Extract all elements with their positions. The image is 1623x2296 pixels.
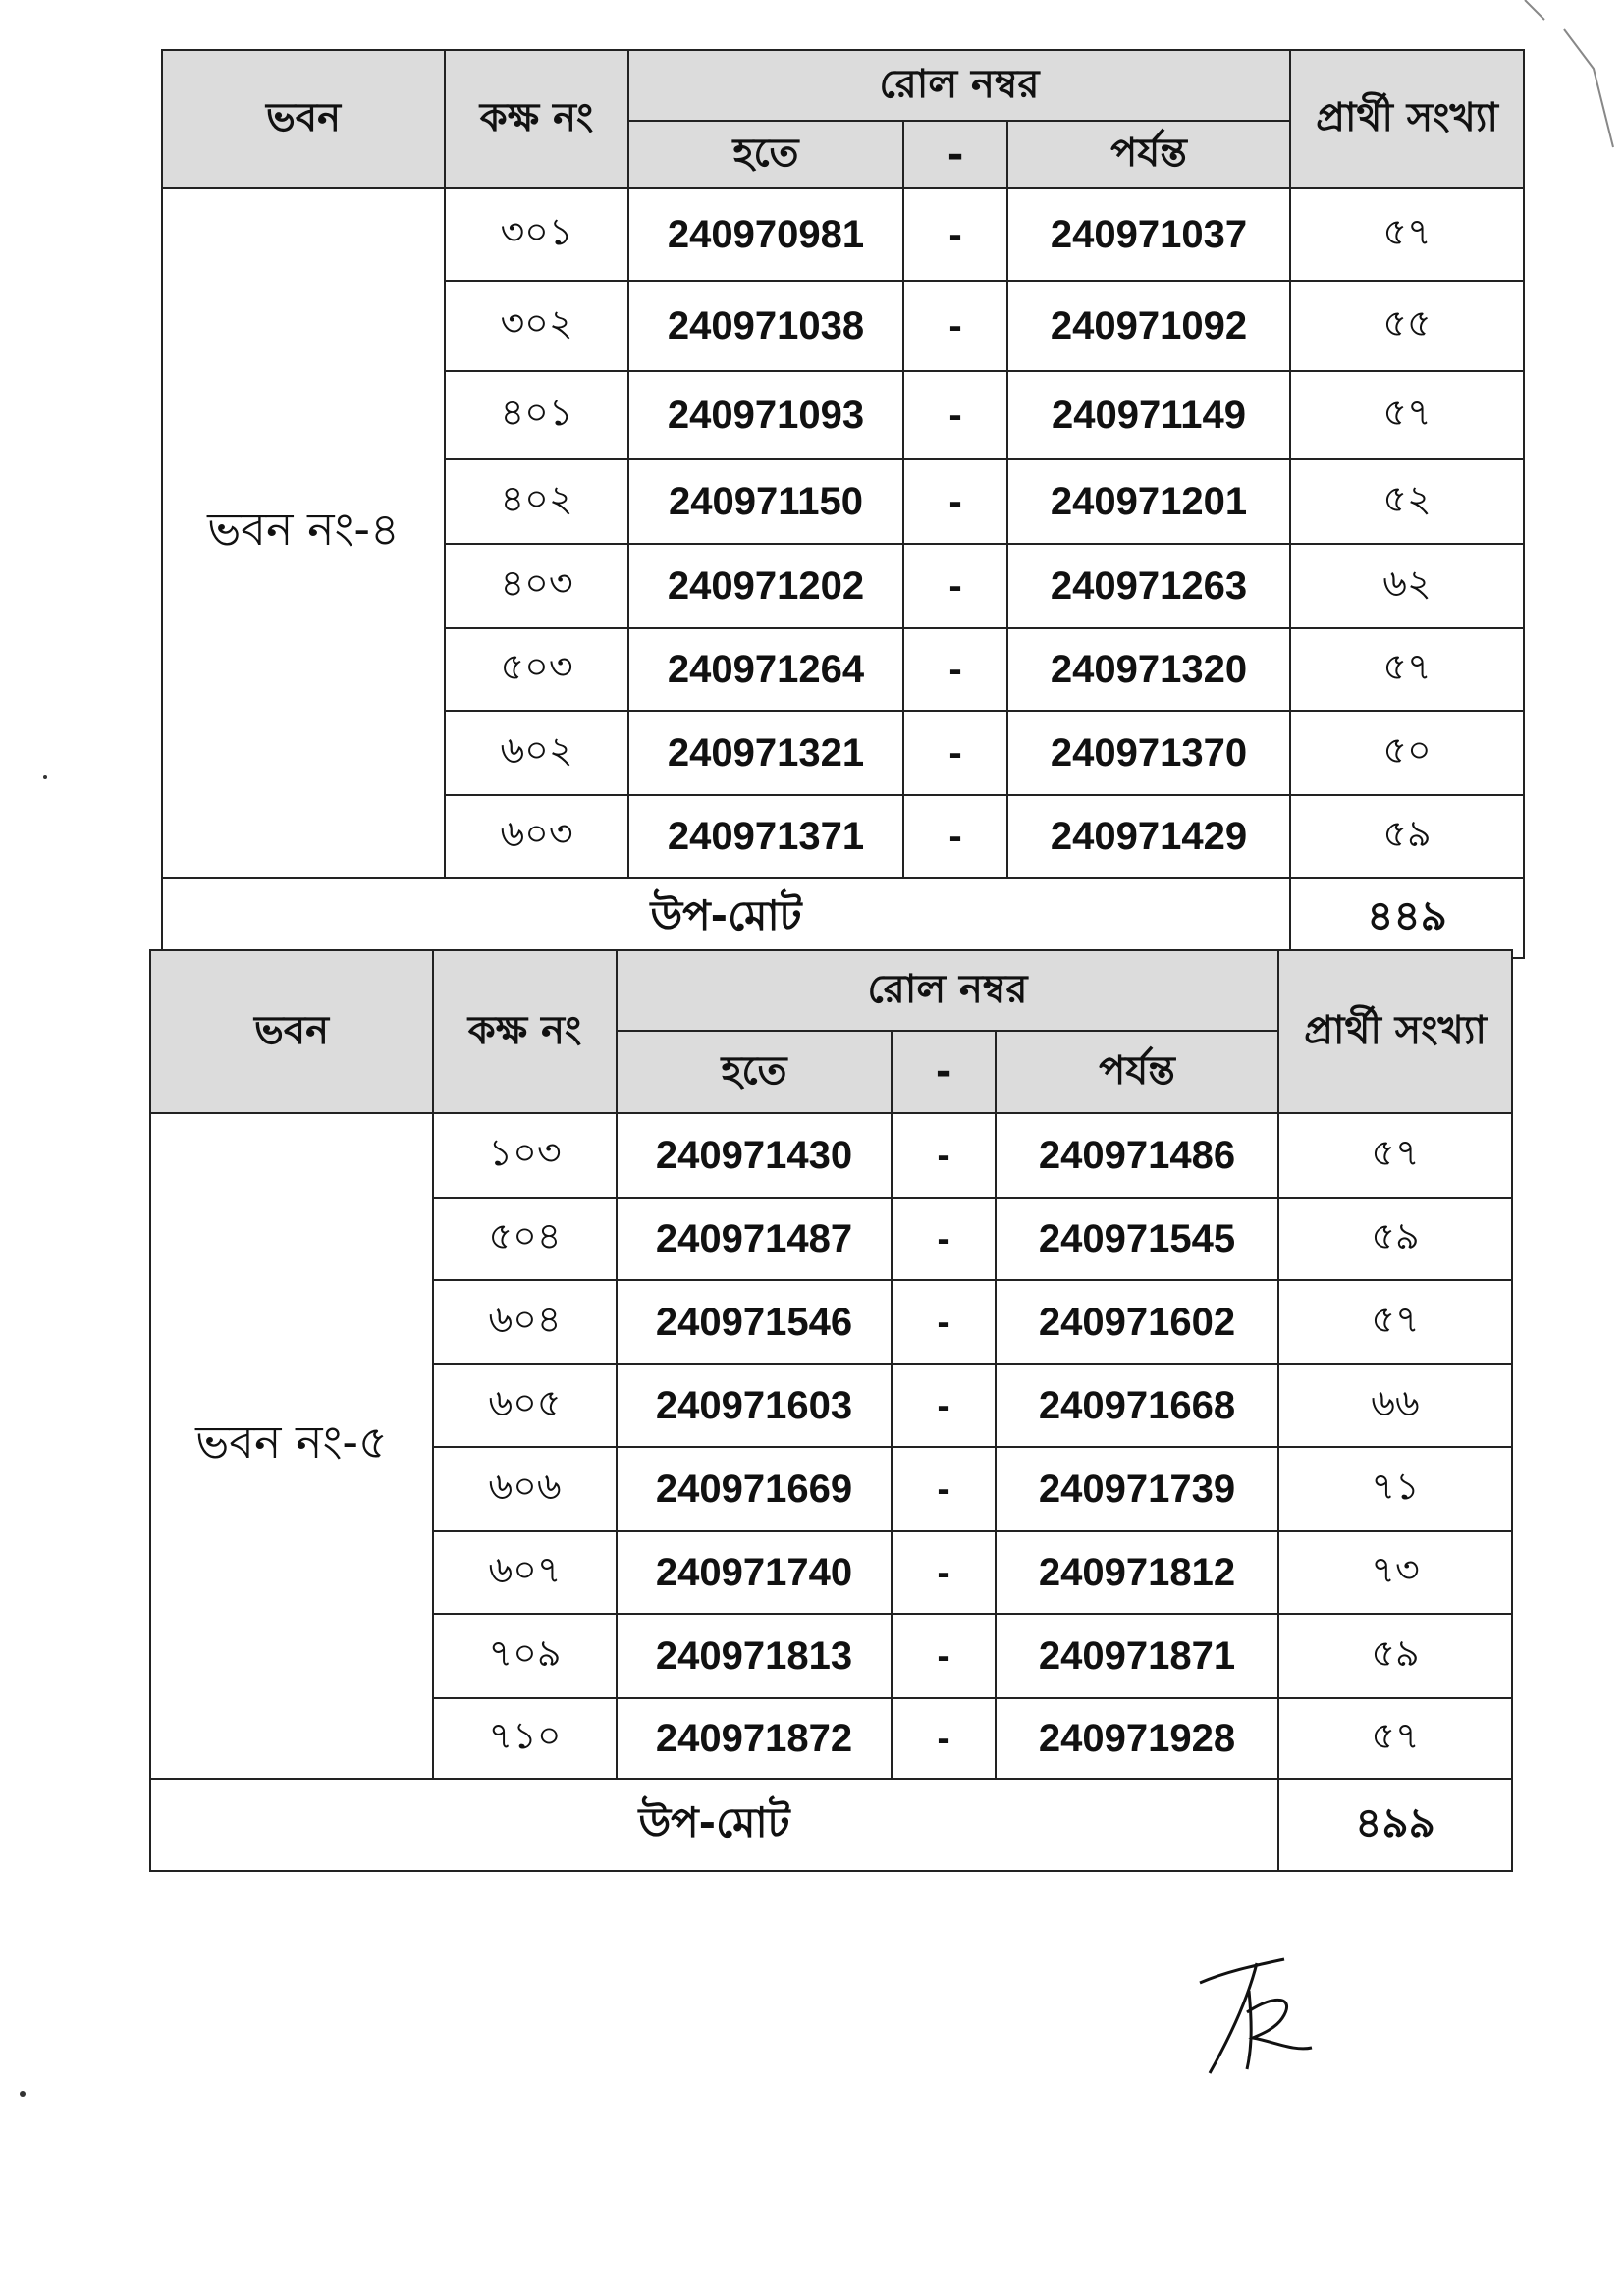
header-building: ভবন [150,950,433,1113]
header-to: পর্যন্ত [996,1031,1278,1113]
subtotal-row [162,878,1524,958]
roll-to: 240971092 [1007,281,1290,371]
room-number: ৩০২ [445,281,628,371]
candidate-count: ৭১ [1278,1447,1512,1531]
seat-plan-table-building-5 [149,949,1513,1872]
scan-speck [43,775,47,779]
roll-to: 240971201 [1007,459,1290,544]
roll-from: 240971150 [628,459,903,544]
roll-dash: - [892,1698,996,1779]
roll-dash: - [892,1447,996,1531]
roll-from: 240971813 [617,1614,892,1698]
header-room: কক্ষ নং [445,50,628,188]
roll-dash: - [892,1364,996,1447]
header-room: কক্ষ নং [433,950,617,1113]
candidate-count: ৭৩ [1278,1531,1512,1614]
room-number: ৬০৪ [433,1280,617,1364]
roll-to: 240971928 [996,1698,1278,1779]
roll-to: 240971668 [996,1364,1278,1447]
header-to: পর্যন্ত [1007,121,1290,188]
roll-from: 240971487 [617,1198,892,1280]
scan-speck [20,2091,26,2097]
roll-dash: - [903,459,1007,544]
room-number: ৫০৪ [433,1198,617,1280]
roll-dash: - [903,795,1007,878]
building-name: ভবন নং-৪ [162,188,445,878]
room-number: ৬০৩ [445,795,628,878]
roll-from: 240971371 [628,795,903,878]
roll-dash: - [892,1280,996,1364]
roll-to: 240971429 [1007,795,1290,878]
header-roll-number: রোল নম্বর [617,950,1278,1031]
roll-to: 240971545 [996,1198,1278,1280]
room-number: ৬০৬ [433,1447,617,1531]
roll-to: 240971812 [996,1531,1278,1614]
header-building: ভবন [162,50,445,188]
subtotal-value: ৪৯৯ [1278,1779,1512,1871]
scan-corner-mark [1505,0,1623,196]
roll-from: 240971546 [617,1280,892,1364]
header-dash: - [892,1031,996,1113]
candidate-count: ৫০ [1290,711,1524,795]
room-number: ৪০২ [445,459,628,544]
header-dash: - [903,121,1007,188]
subtotal-value: ৪৪৯ [1290,878,1524,958]
signature [1188,1953,1325,2081]
roll-from: 240971603 [617,1364,892,1447]
roll-dash: - [903,188,1007,281]
building-name: ভবন নং-৫ [150,1113,433,1779]
subtotal-row [150,1779,1512,1871]
subtotal-label: উপ-মোট [162,878,1290,958]
roll-to: 240971871 [996,1614,1278,1698]
candidate-count: ৫৭ [1278,1280,1512,1364]
candidate-count: ৫৫ [1290,281,1524,371]
roll-dash: - [892,1531,996,1614]
roll-from: 240971202 [628,544,903,628]
subtotal-label: উপ-মোট [150,1779,1278,1871]
roll-to: 240971320 [1007,628,1290,711]
seat-plan-table-building-4 [161,49,1525,959]
roll-from: 240971740 [617,1531,892,1614]
roll-to: 240971037 [1007,188,1290,281]
room-number: ৪০১ [445,371,628,459]
roll-from: 240971872 [617,1698,892,1779]
candidate-count: ৫৭ [1290,628,1524,711]
room-number: ৩০১ [445,188,628,281]
candidate-count: ৫৭ [1290,371,1524,459]
header-candidates: প্রার্থী সংখ্যা [1290,50,1524,188]
roll-from: 240971093 [628,371,903,459]
roll-to: 240971602 [996,1280,1278,1364]
room-number: ৫০৩ [445,628,628,711]
roll-dash: - [903,628,1007,711]
candidate-count: ৫৯ [1278,1198,1512,1280]
roll-from: 240970981 [628,188,903,281]
room-number: ৬০৫ [433,1364,617,1447]
candidate-count: ৬২ [1290,544,1524,628]
roll-to: 240971263 [1007,544,1290,628]
roll-dash: - [892,1198,996,1280]
room-number: ৭১০ [433,1698,617,1779]
room-number: ৬০৭ [433,1531,617,1614]
room-number: ১০৩ [433,1113,617,1198]
header-candidates: প্রার্থী সংখ্যা [1278,950,1512,1113]
roll-from: 240971321 [628,711,903,795]
header-from: হতে [628,121,903,188]
candidate-count: ৫৯ [1278,1614,1512,1698]
roll-to: 240971486 [996,1113,1278,1198]
header-from: হতে [617,1031,892,1113]
roll-dash: - [903,281,1007,371]
roll-to: 240971739 [996,1447,1278,1531]
roll-from: 240971430 [617,1113,892,1198]
roll-from: 240971264 [628,628,903,711]
candidate-count: ৫৯ [1290,795,1524,878]
room-number: ৬০২ [445,711,628,795]
roll-to: 240971370 [1007,711,1290,795]
roll-dash: - [903,371,1007,459]
header-roll-number: রোল নম্বর [628,50,1290,121]
roll-dash: - [892,1614,996,1698]
candidate-count: ৬৬ [1278,1364,1512,1447]
room-number: ৭০৯ [433,1614,617,1698]
candidate-count: ৫২ [1290,459,1524,544]
roll-dash: - [892,1113,996,1198]
candidate-count: ৫৭ [1290,188,1524,281]
roll-from: 240971038 [628,281,903,371]
roll-to: 240971149 [1007,371,1290,459]
room-number: ৪০৩ [445,544,628,628]
roll-dash: - [903,544,1007,628]
roll-dash: - [903,711,1007,795]
roll-from: 240971669 [617,1447,892,1531]
candidate-count: ৫৭ [1278,1113,1512,1198]
candidate-count: ৫৭ [1278,1698,1512,1779]
